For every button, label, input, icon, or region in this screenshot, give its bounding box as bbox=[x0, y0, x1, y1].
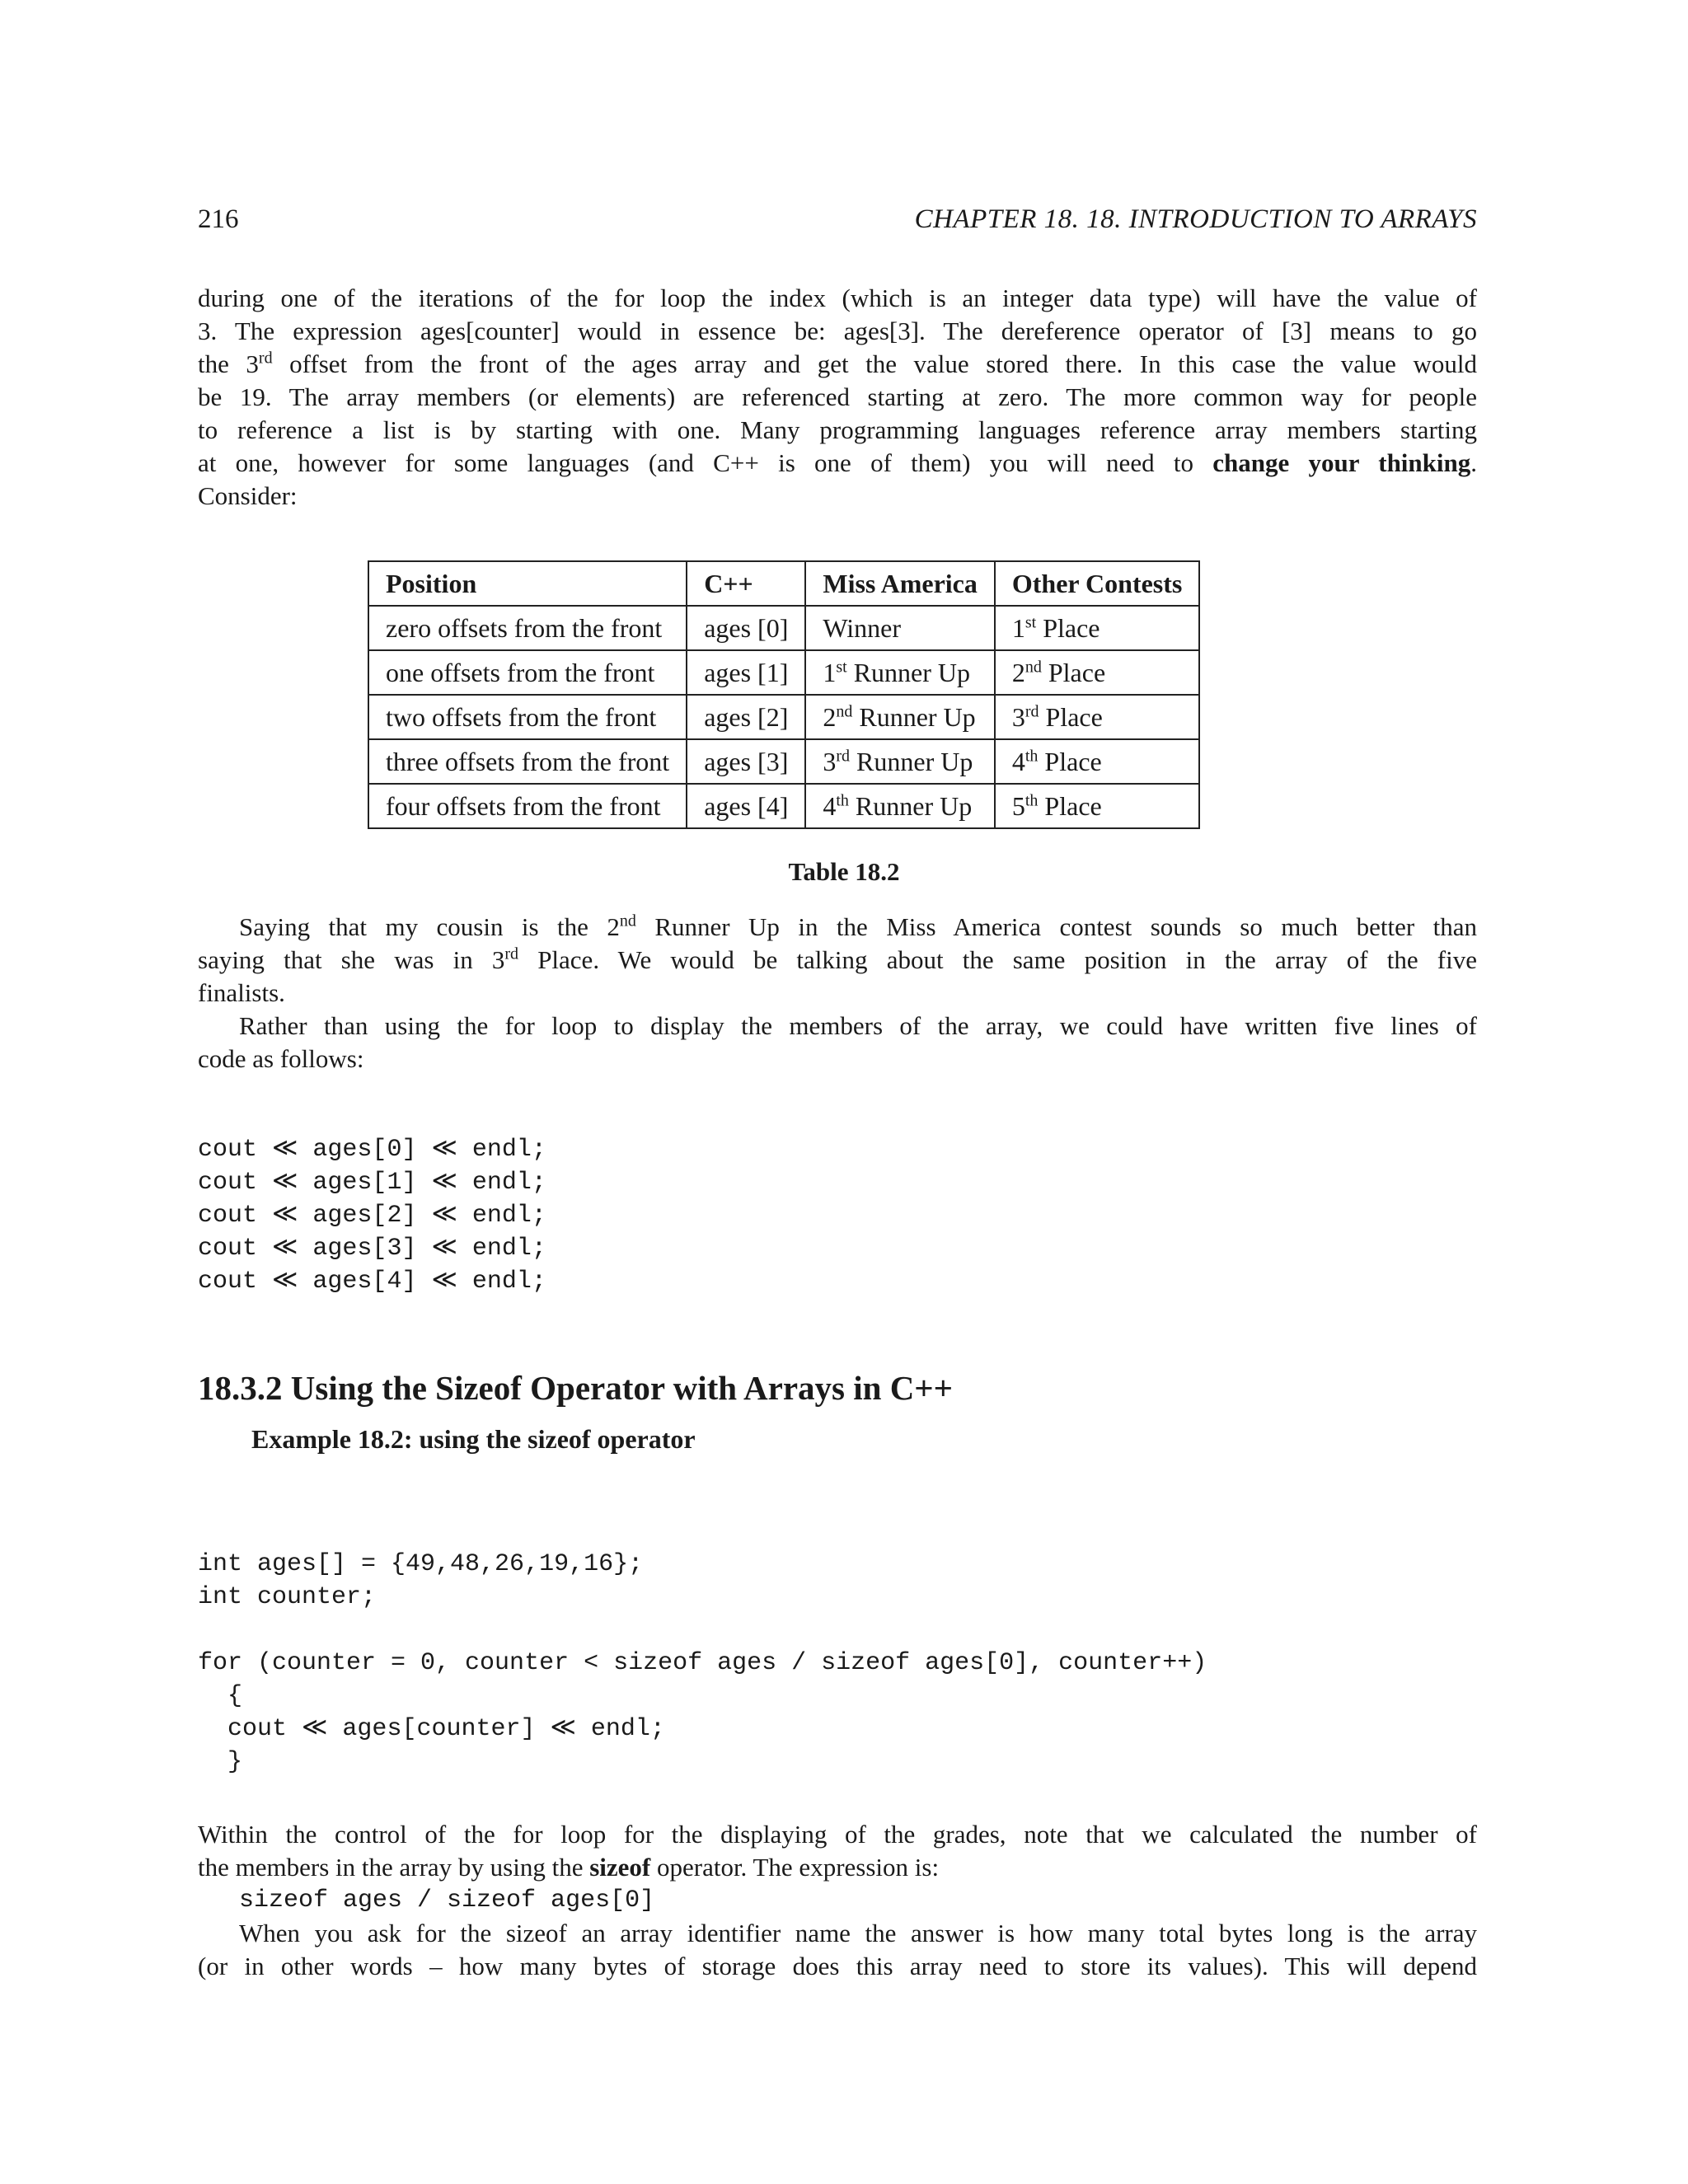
cell-cpp: ages [0] bbox=[687, 606, 805, 650]
table-18-2 bbox=[368, 560, 1200, 829]
cell-cpp: ages [2] bbox=[687, 695, 805, 739]
cell-position: three offsets from the front bbox=[368, 739, 687, 784]
cell-miss-america: 3rd Runner Up bbox=[805, 739, 995, 784]
text-line: the 3rd offset from the front of the ages array and get the value stored there. In this case the value would bbox=[198, 349, 1477, 378]
cell-cpp: ages [1] bbox=[687, 650, 805, 695]
text-line: Consider: bbox=[198, 481, 298, 510]
column-header: Miss America bbox=[805, 561, 995, 606]
cell-other-contests: 4th Place bbox=[995, 739, 1200, 784]
cell-miss-america: Winner bbox=[805, 606, 995, 650]
cell-position: four offsets from the front bbox=[368, 784, 687, 828]
text-line: be 19. The array members (or elements) are referenced starting at zero. The more common way for people bbox=[198, 382, 1477, 411]
cell-other-contests: 1st Place bbox=[995, 606, 1200, 650]
example-title: Example 18.2: using the sizeof operator bbox=[251, 1424, 696, 1454]
cell-position: one offsets from the front bbox=[368, 650, 687, 695]
cell-other-contests: 3rd Place bbox=[995, 695, 1200, 739]
table-row bbox=[368, 695, 1199, 739]
code-listing-sizeof: int ages[] = {49,48,26,19,16}; int counter; for (counter = 0, counter < sizeof ages / sizeof ages[0], counter++) { cout ≪ ages[counter] ≪ endl; } bbox=[198, 1550, 1207, 1776]
section-heading: 18.3.2 Using the Sizeof Operator with Arrays in C++ bbox=[198, 1369, 954, 1407]
paragraph-array-offsets bbox=[198, 282, 1477, 513]
text-line: at one, however for some languages (and C++ is one of them) you will need to change your thinking. bbox=[198, 448, 1478, 477]
text-line: saying that she was in 3rd Place. We would be talking about the same position in the array of the five bbox=[198, 944, 1477, 974]
column-header: C++ bbox=[687, 561, 805, 606]
paragraph-miss-america bbox=[198, 911, 1477, 1076]
cell-position: zero offsets from the front bbox=[368, 606, 687, 650]
table-caption: Table 18.2 bbox=[788, 857, 900, 886]
cell-miss-america: 1st Runner Up bbox=[805, 650, 995, 695]
running-title: CHAPTER 18. 18. INTRODUCTION TO ARRAYS bbox=[914, 204, 1477, 234]
code-listing-cout: cout ≪ ages[0] ≪ endl; cout ≪ ages[1] ≪ endl; cout ≪ ages[2] ≪ endl; cout ≪ ages[3] ≪ endl; cout ≪ ages[4] ≪ endl; bbox=[198, 1136, 546, 1296]
cell-miss-america: 2nd Runner Up bbox=[805, 695, 995, 739]
column-header: Position bbox=[368, 561, 687, 606]
table-row bbox=[368, 650, 1199, 695]
bold-emphasis: sizeof bbox=[589, 1853, 651, 1882]
text-line: Saying that my cousin is the 2nd Runner Up in the Miss America contest sounds so much better than bbox=[239, 912, 1477, 941]
table-row bbox=[368, 784, 1199, 828]
cell-miss-america: 4th Runner Up bbox=[805, 784, 995, 828]
cell-other-contests: 5th Place bbox=[995, 784, 1200, 828]
cell-other-contests: 2nd Place bbox=[995, 650, 1200, 695]
text-line: (or in other words – how many bytes of storage does this array need to store its values). This will depend bbox=[198, 1952, 1477, 1980]
cell-cpp: ages [4] bbox=[687, 784, 805, 828]
text-line: Rather than using the for loop to display the members of the array, we could have written five lines of bbox=[239, 1011, 1477, 1040]
text-line: the members in the array by using the sizeof operator. The expression is: bbox=[198, 1853, 940, 1882]
column-header: Other Contests bbox=[995, 561, 1200, 606]
cell-cpp: ages [3] bbox=[687, 739, 805, 784]
paragraph-sizeof bbox=[198, 1818, 1477, 1983]
table-header-row bbox=[368, 561, 1199, 606]
text-line: 3. The expression ages[counter] would in essence be: ages[3]. The dereference operator of [3] means to go bbox=[198, 316, 1477, 345]
page-number: 216 bbox=[198, 204, 239, 234]
text-line: code as follows: bbox=[198, 1044, 364, 1073]
text-line: When you ask for the sizeof an array identifier name the answer is how many total bytes long is the array bbox=[239, 1919, 1477, 1947]
text-line: during one of the iterations of the for loop the index (which is an integer data type) will have the value of bbox=[198, 284, 1477, 312]
cell-position: two offsets from the front bbox=[368, 695, 687, 739]
table-row bbox=[368, 606, 1199, 650]
text-line: finalists. bbox=[198, 978, 285, 1007]
text-line: Within the control of the for loop for the displaying of the grades, note that we calculated the number of bbox=[198, 1820, 1477, 1849]
table-row bbox=[368, 739, 1199, 784]
inline-code-expression: sizeof ages / sizeof ages[0] bbox=[239, 1886, 655, 1915]
bold-emphasis: change your thinking bbox=[1212, 448, 1471, 477]
text-line: to reference a list is by starting with one. Many programming languages reference array members starting bbox=[198, 415, 1477, 444]
